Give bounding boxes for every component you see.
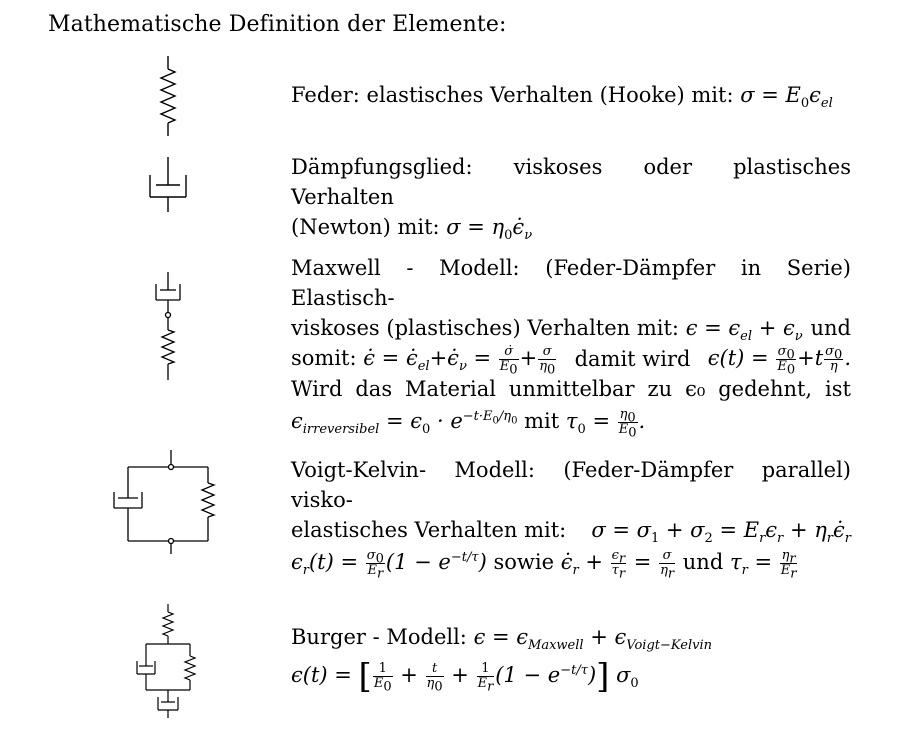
damper-definition — [291, 152, 851, 242]
maxwell-line-1: Maxwell - Modell: (Feder-Dämpfer in Serie) Elastisch- — [291, 256, 851, 310]
burger-strain-sum: $\epsilon = \epsilon_{Maxwell} + \epsilon_{Voigt-Kelvin}$ — [473, 625, 712, 654]
voigt-line-3-mid: sowie — [493, 550, 554, 574]
maxwell-line-2: viskoses (plastisches) Verhalten mit: — [291, 316, 686, 340]
spring-description: Feder: elastisches Verhalten (Hooke) mit: — [291, 83, 741, 107]
maxwell-strain-formula: ϵ(t) = $\frac{\sigma_0}{E_0}$ +t $\frac{\sigma_0}{\eta}$ . — [707, 344, 851, 378]
burger-definition — [291, 622, 851, 697]
maxwell-irreversible-formula: $\epsilon_{irreversibel} = \epsilon_0 \cdot e^{-t\cdot E_0/\eta_0}$ — [291, 409, 518, 438]
burger-line-1: Burger - Modell: — [291, 625, 474, 649]
voigt-tau-formula: $\tau_r$ = $\frac{\eta_r}{E_r}$ — [729, 548, 797, 582]
maxwell-line-4: Wird das Material unmittelbar zu ϵ₀ gedehnt, ist — [291, 377, 851, 401]
maxwell-tau-formula: $\tau_0$ = $\frac{\eta_0}{E_0}$ . — [565, 407, 646, 441]
voigt-line-1: Voigt-Kelvin- Modell: (Feder-Dämpfer parallel) visko- — [291, 458, 851, 512]
maxwell-definition — [291, 253, 851, 441]
damper-line-1: Dämpfungsglied: viskoses oder plastisches Verhalten — [291, 155, 851, 209]
voigt-strain-formula: $\epsilon_r(t)$ = $\frac{\sigma_0}{E_r}$ $(1 - e^{-t/\tau})$ — [291, 548, 487, 582]
maxwell-line-3-start: somit: — [291, 346, 364, 370]
maxwell-line-2-end: und — [810, 316, 851, 340]
maxwell-model-icon — [150, 272, 190, 384]
maxwell-line-5-mid: mit — [524, 409, 560, 433]
voigt-rate-formula: $\epsiloṅ_r$ + $\frac{\epsilon_r}{\tau_r}$ = $\frac{\sigma}{\eta_r}$ — [560, 548, 675, 582]
maxwell-rate-formula: ϵ̇ = $\epsiloṅ_{el}+\epsiloṅ_\nu$ = $\frac{\sigmȧ}{E_0}$ + $\frac{\sigma}{\eta_0}$ — [363, 344, 556, 378]
voigt-stress-formula: $\sigma = \sigma_1 + \sigma_2 = E_r\epsilon_r$ + $\eta_r\epsiloṅ_r$ — [591, 518, 851, 547]
voigt-line-3-and: und — [682, 550, 724, 574]
damper-formula: $\sigma = \eta_0\epsiloṅ_\nu$ — [446, 215, 533, 244]
voigt-definition — [291, 455, 851, 582]
voigt-kelvin-model-icon — [110, 448, 222, 556]
damper-icon — [146, 155, 190, 215]
spring-formula: $\sigma = E_0\epsilon_{el}$ — [740, 83, 833, 112]
spring-icon — [150, 56, 190, 138]
burger-model-icon — [134, 602, 204, 720]
maxwell-line-3-mid: damit wird — [574, 346, 691, 371]
damper-line-2: (Newton) mit: — [291, 215, 447, 239]
page-title: Mathematische Definition der Elemente: — [48, 12, 507, 37]
maxwell-strain-sum: $\epsilon = \epsilon_{el} + \epsilon_\nu$ — [685, 316, 803, 345]
voigt-line-2: elastisches Verhalten mit: — [291, 518, 567, 542]
spring-definition — [291, 80, 851, 110]
burger-strain-formula: ϵ(t) = [ $\frac{1}{E_0}$ + $\frac{t}{\eta_0}$ + $\frac{1}{E_r}$ $(1 - e^{-t/\tau})$] $\sigma_0$ — [291, 656, 639, 697]
